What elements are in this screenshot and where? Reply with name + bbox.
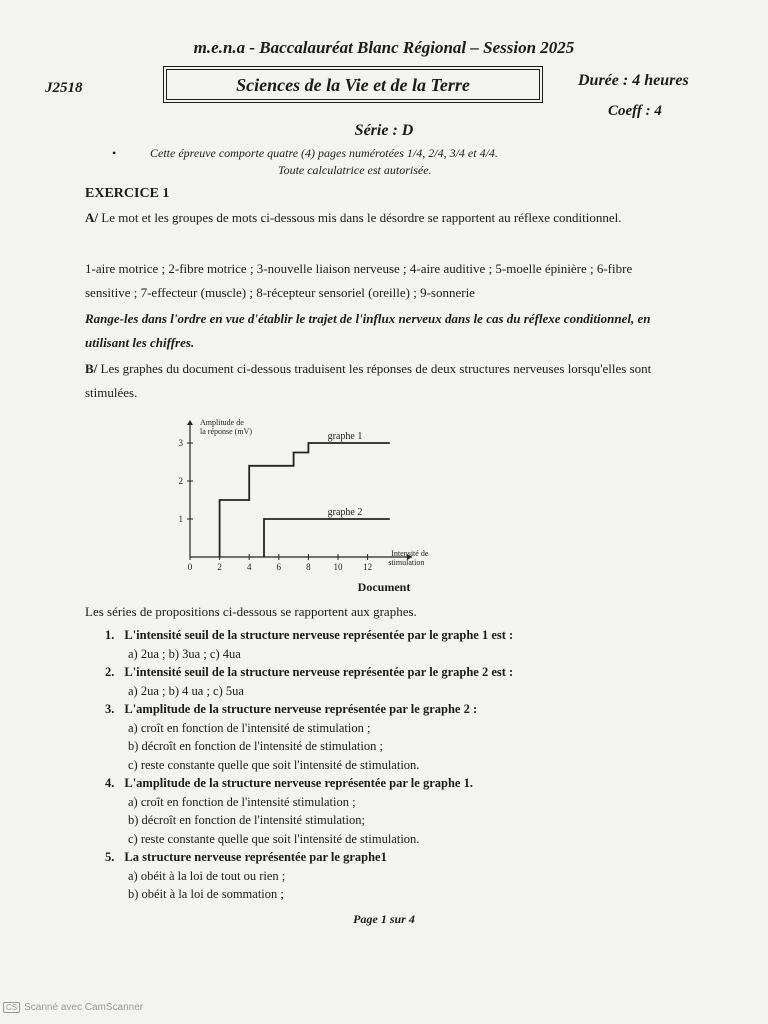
x-axis-label-line2: stimulation <box>388 558 425 567</box>
answer-option: a) 2ua ; b) 4 ua ; c) 5ua <box>128 683 244 698</box>
question-text: L'intensité seuil de la structure nerveuse représentée par le graphe 1 est : <box>124 628 514 642</box>
series-line-2 <box>264 519 390 557</box>
response-graph <box>160 405 480 580</box>
question-1 <box>105 628 513 643</box>
exercise-title: EXERCICE 1 <box>85 186 170 201</box>
y-tick-label: 3 <box>178 438 183 448</box>
x-tick-label: 4 <box>246 562 252 572</box>
y-axis-label-line2: la réponse (mV) <box>200 427 252 436</box>
series-label-1: graphe 1 <box>327 431 363 443</box>
subject-title-box: Sciences de la Vie et de la Terre <box>163 66 543 103</box>
y-axis-label-line1: Amplitude de <box>200 418 244 427</box>
answer-option: c) reste constante quelle que soit l'intensité de stimulation. <box>128 757 420 772</box>
question-5 <box>105 850 387 865</box>
answer-option: a) obéit à la loi de tout ou rien ; <box>128 868 286 883</box>
x-tick-label: 8 <box>306 562 311 572</box>
answer-option: a) croît en fonction de l'intensité de stimulation ; <box>128 720 371 735</box>
answer-option: a) croît en fonction de l'intensité stimulation ; <box>128 794 356 809</box>
x-tick-label: 2 <box>217 562 222 572</box>
y-axis-arrow <box>187 420 193 425</box>
question-number: 2. <box>105 665 115 679</box>
x-tick-label: 6 <box>276 562 282 572</box>
coefficient: Coeff : 4 <box>608 103 662 119</box>
questions-intro: Les séries de propositions ci-dessous se rapportent aux graphes. <box>85 604 417 619</box>
x-tick-label: 10 <box>333 562 343 572</box>
exam-code: J2518 <box>45 80 83 96</box>
series-label: Série : D <box>354 122 414 139</box>
series-line-1 <box>220 443 390 557</box>
question-text: La structure nerveuse représentée par le graphe1 <box>124 850 387 864</box>
question-4 <box>105 776 473 791</box>
answer-option: a) 2ua ; b) 3ua ; c) 4ua <box>128 646 241 661</box>
document-caption: Document <box>357 580 411 594</box>
question-number: 4. <box>105 776 115 790</box>
part-b-label: B/ <box>85 361 98 376</box>
question-text: L'amplitude de la structure nerveuse représentée par le graphe 1. <box>124 776 473 790</box>
answer-option: b) obéit à la loi de sommation ; <box>128 887 284 901</box>
exam-header: m.e.n.a - Baccalauréat Blanc Régional – Session 2025 <box>193 38 575 57</box>
part-b-intro <box>85 357 680 405</box>
duration: Durée : 4 heures <box>578 72 689 89</box>
part-b-text: Les graphes du document ci-dessous traduisent les réponses de deux structures nerveuses lorsqu'elles sont stimulées. <box>85 361 652 400</box>
camscanner-text: Scanné avec CamScanner <box>24 1002 144 1013</box>
question-text: L'amplitude de la structure nerveuse représentée par le graphe 2 : <box>124 702 478 716</box>
x-tick-label: 12 <box>363 562 373 572</box>
question-2 <box>105 665 513 680</box>
part-a-label: A/ <box>85 210 98 225</box>
camscanner-watermark <box>3 1002 143 1013</box>
series-label-2: graphe 2 <box>327 507 363 519</box>
question-text: L'intensité seuil de la structure nerveuse représentée par le graphe 2 est : <box>124 665 514 679</box>
page-number: Page 1 sur 4 <box>353 912 415 926</box>
note-line-1: Cette épreuve comporte quatre (4) pages numérotées 1/4, 2/4, 3/4 et 4/4. <box>150 146 498 160</box>
question-number: 1. <box>105 628 115 642</box>
note-bullet: • <box>112 146 117 160</box>
word-list: 1-aire motrice ; 2-fibre motrice ; 3-nouvelle liaison nerveuse ; 4-aire auditive ; 5-moelle épinière ; 6-fibre sensitive ; 7-effecteur (muscle) ; 8-récepteur sensoriel (oreille) ; 9-sonnerie <box>85 261 633 300</box>
y-tick-label: 2 <box>178 476 183 486</box>
x-tick-label: 0 <box>187 562 193 572</box>
answer-option: b) décroît en fonction de l'intensité de stimulation ; <box>128 739 383 753</box>
part-a-intro <box>85 206 680 230</box>
question-3 <box>105 702 477 717</box>
y-tick-label: 1 <box>178 514 183 524</box>
question-number: 5. <box>105 850 115 864</box>
x-axis-label-line1: Intensité de <box>391 549 429 558</box>
answer-option: c) reste constante quelle que soit l'intensité de stimulation. <box>128 831 420 846</box>
instruction: Range-les dans l'ordre en vue d'établir le trajet de l'influx nerveux dans le cas du réflexe conditionnel, en utilisant les chiffres. <box>85 311 651 350</box>
answer-option: b) décroît en fonction de l'intensité stimulation; <box>128 813 365 827</box>
camscanner-logo: CS <box>3 1002 20 1013</box>
part-a-text: Le mot et les groupes de mots ci-dessous mis dans le désordre se rapportent au réflexe conditionnel. <box>98 210 622 225</box>
question-number: 3. <box>105 702 115 716</box>
note-line-2: Toute calculatrice est autorisée. <box>278 163 432 177</box>
